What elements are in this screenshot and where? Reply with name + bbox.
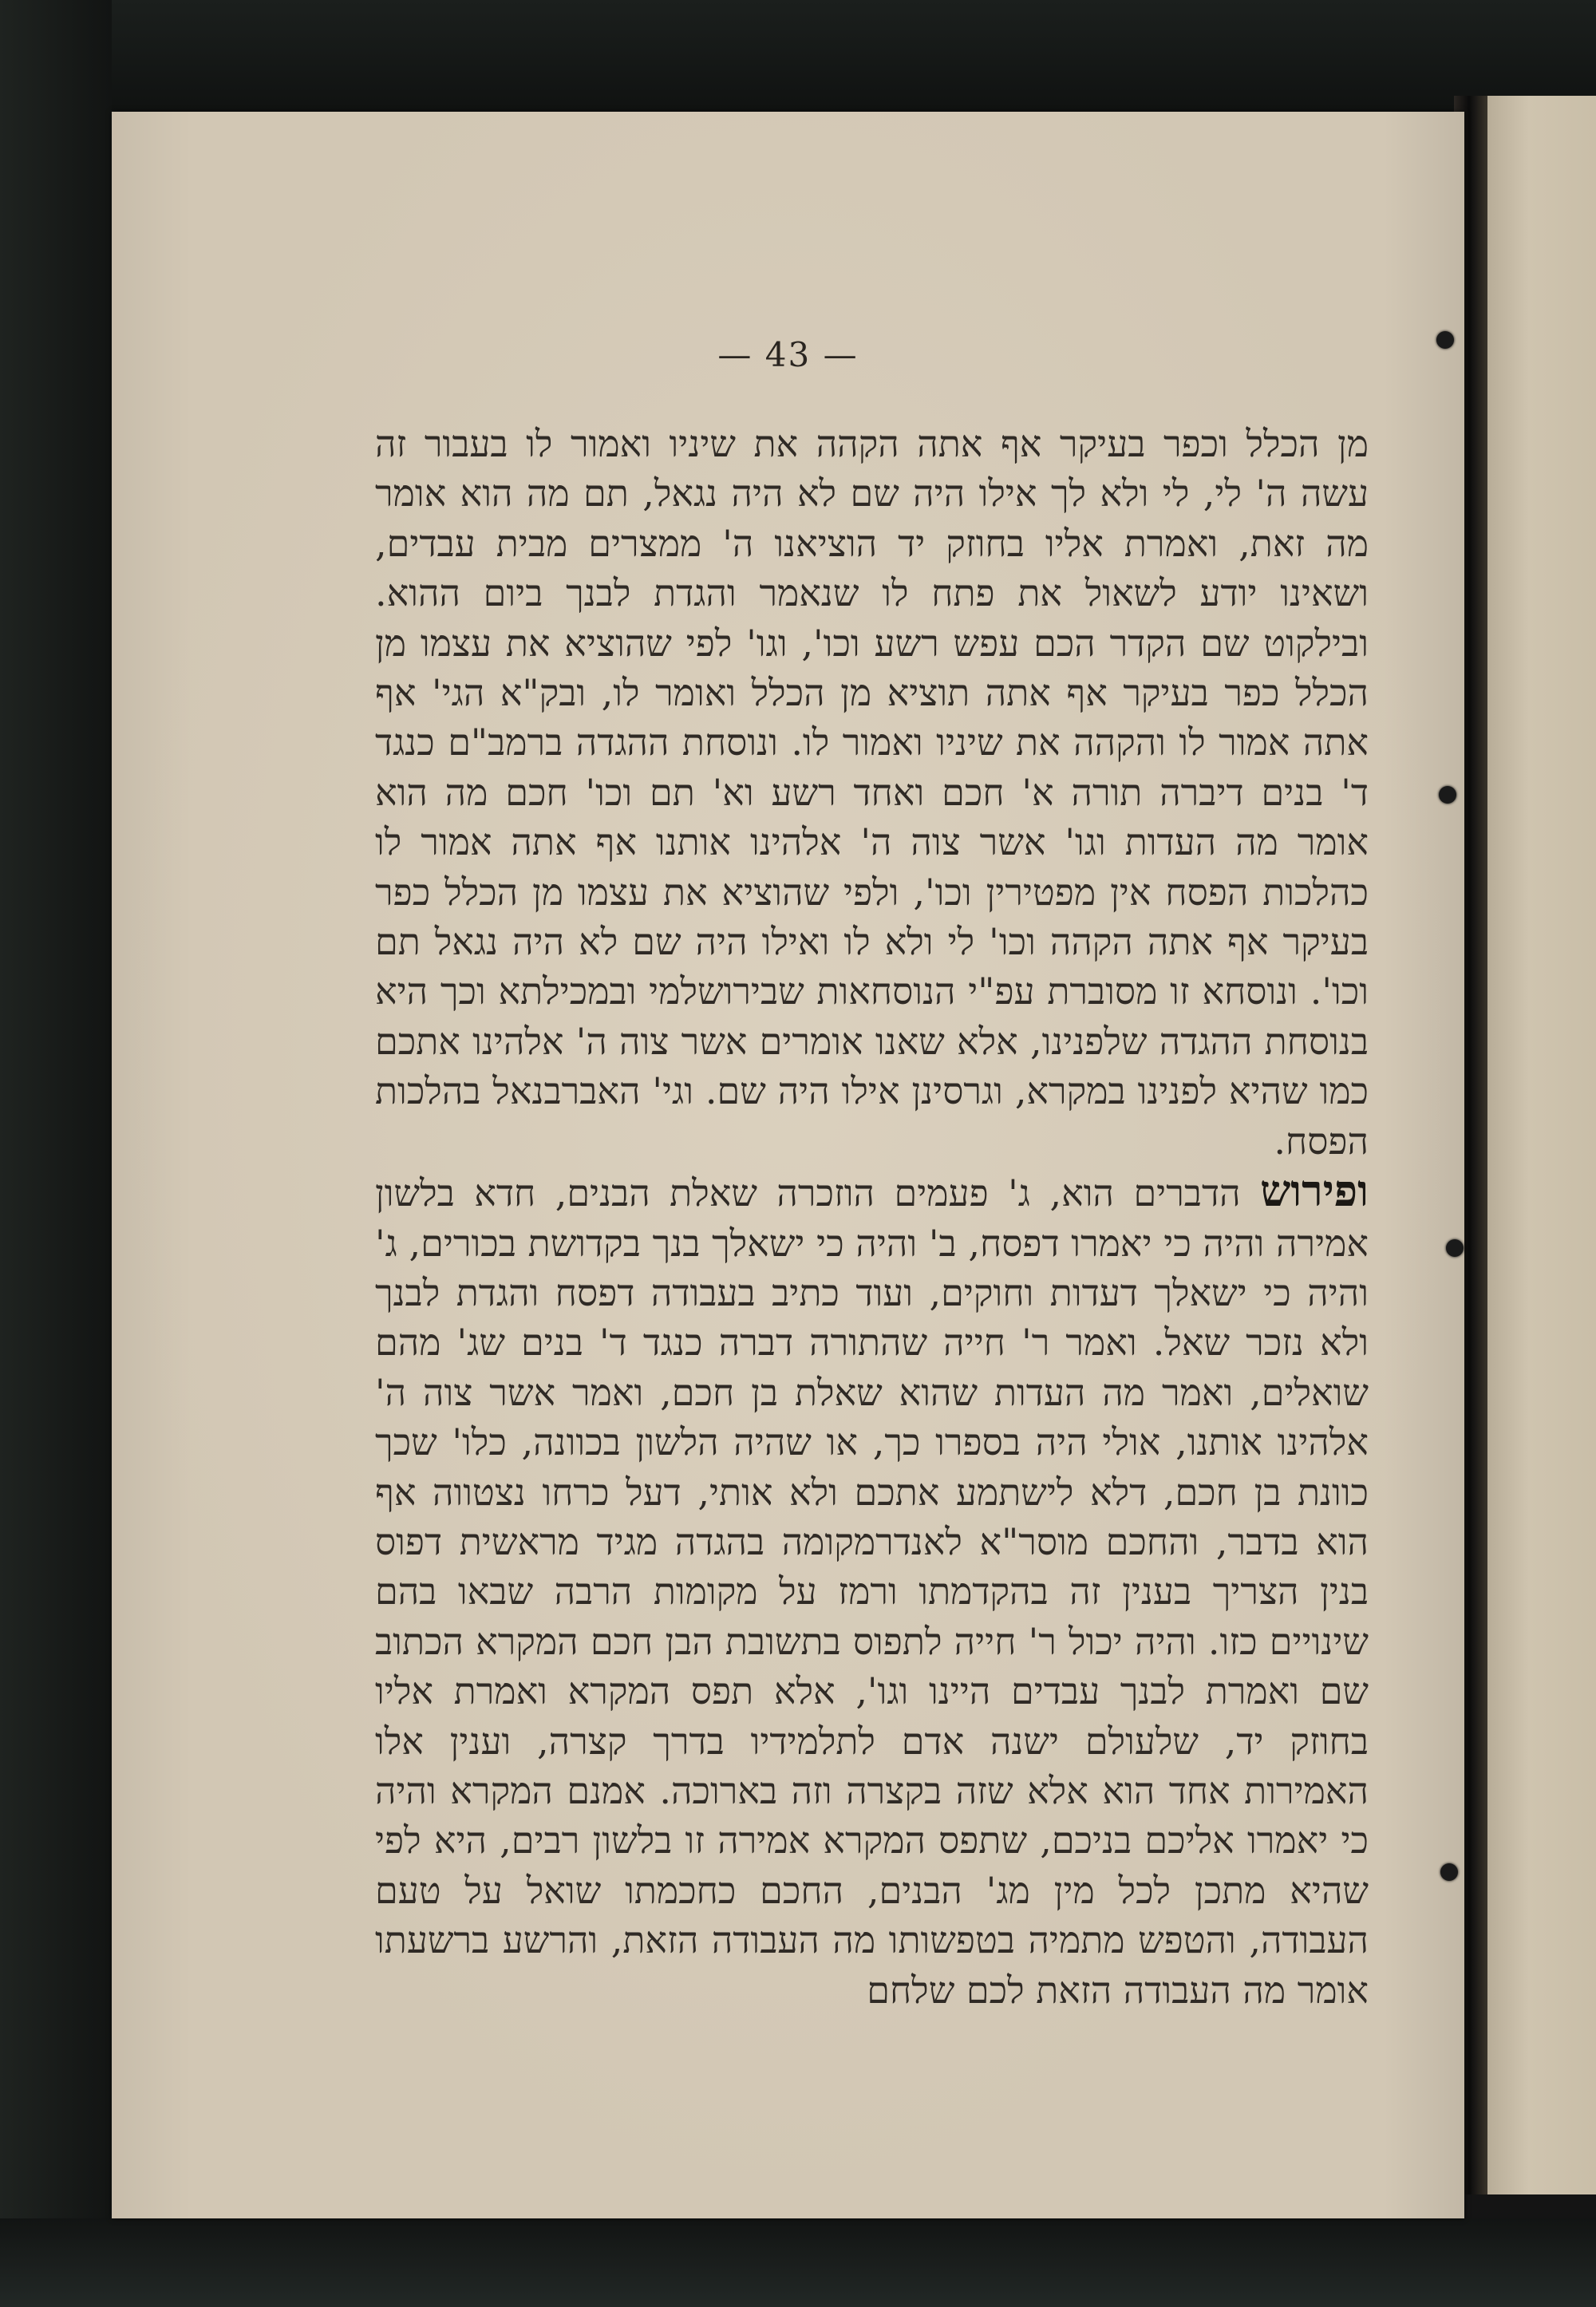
paragraph-2-text: הדברים הוא, ג' פעמים הוזכרה שאלת הבנים, חדא בלשון אמירה והיה כי יאמרו דפסח, ב' והיה כי ישאלך בנך בקדושת בכורים, ג' והיה כי ישאלך דעדות וחוקים, ועוד כתיב בעבודה דפסח והגדת לבנך ולא נזכר שאל. ואמר ר' חייה שהתורה דברה כנגד ד' בנים שג' מהם שואלים, ואמר מה העדות שהוא שאלת בן חכם, ואמר אשר צוה ה' אלהינו אותנו, אולי היה בספרו כך, או שהיה הלשון בכוונה, כלו' שכך כוונת בן חכם, דלא לישתמע אתכם ולא אותי, דעל כרחו נצטווה אף הוא בדבר, והחכם מוסר"א לאנדרמקומה בהגדה מגיד מראשית דפוס בנין הצריך בענין זה בהקדמתו ורמז על מקומות הרבה שבאו בהם שינויים כזו. והיה יכול ר' חייה לתפוס בתשובת הבן חכם המקרא הכתוב שם ואמרת לבנך עבדים היינו וגו', אלא תפס המקרא ואמרת אליו בחוזק יד, שלעולם ישנה אדם לתלמידיו בדרך קצרה, וענין אלו האמירות אחד הוא אלא שזה בקצרה וזה בארוכה. אמנם המקרא והיה כי יאמרו אליכם בניכם, שתפס המקרא אמירה זו בלשון רבים, היא לפי שהיא מתכן לכל מין מג' הבנים, החכם כחכמתו שואל על טעם העבודה, והטפש מתמיה בטפשותו מה העבודה הזאת, והרשע ברשעתו אומר מה העבודה הזאת לכם שלחם: [375, 1171, 1369, 2012]
book-cover-left: [0, 0, 112, 2307]
binding-hole: [1439, 786, 1456, 804]
paragraph-1: [375, 419, 1369, 1166]
body-text: [375, 419, 1369, 2015]
facing-page-edge: [1484, 96, 1596, 2194]
paragraph-2: [375, 1166, 1369, 2015]
page-number: — 43 —: [717, 335, 859, 374]
book-cover-top: [0, 0, 1596, 112]
binding-hole: [1436, 331, 1454, 349]
book-cover-bottom: [0, 2218, 1596, 2307]
binding-hole: [1440, 1863, 1458, 1881]
book-page: [112, 112, 1464, 2218]
binding-hole: [1446, 1239, 1464, 1257]
paragraph-1-text: מן הכלל וכפר בעיקר אף אתה הקהה את שיניו ואמור לו בעבור זה עשה ה' לי, לי ולא לך אילו היה שם לא היה נגאל, תם מה הוא אומר מה זאת, ואמרת אליו בחוזק יד הוציאנו ה' ממצרים מבית עבדים, ושאינו יודע לשאול את פתח לו שנאמר והגדת לבנך ביום ההוא. ובילקוט שם הקדר הכם עפש רשע וכו', וגו' לפי שהוציא את עצמו מן הכלל כפר בעיקר אף אתה תוציא מן הכלל ואומר לו, ובק"א הגי' אף אתה אמור לו והקהה את שיניו ואמור לו. ונוסחת ההגדה ברמב"ם כנגד ד' בנים דיברה תורה א' חכם ואחד רשע וא' תם וכו' חכם מה הוא אומר מה העדות וגו' אשר צוה ה' אלהינו אותנו אף אתה אמור לו כהלכות הפסח אין מפטירין וכו', ולפי שהוציא את עצמו מן הכלל כפר בעיקר אף אתה הקהה וכו' לי ולא לו ואילו היה שם לא היה נגאל תם וכו'. ונוסחא זו מסוברת עפ"י הנוסחאות שבירושלמי ובמכילתא וכך היא בנוסחת ההגדה שלפנינו, אלא שאנו אומרים אשר צוה ה' אלהינו אתכם כמו שהיא לפנינו במקרא, וגרסינן אילו היה שם. וגי' האברבנאל בהלכות הפסח.: [375, 422, 1369, 1163]
paragraph-2-lead-word: ופירוש: [1260, 1165, 1369, 1217]
